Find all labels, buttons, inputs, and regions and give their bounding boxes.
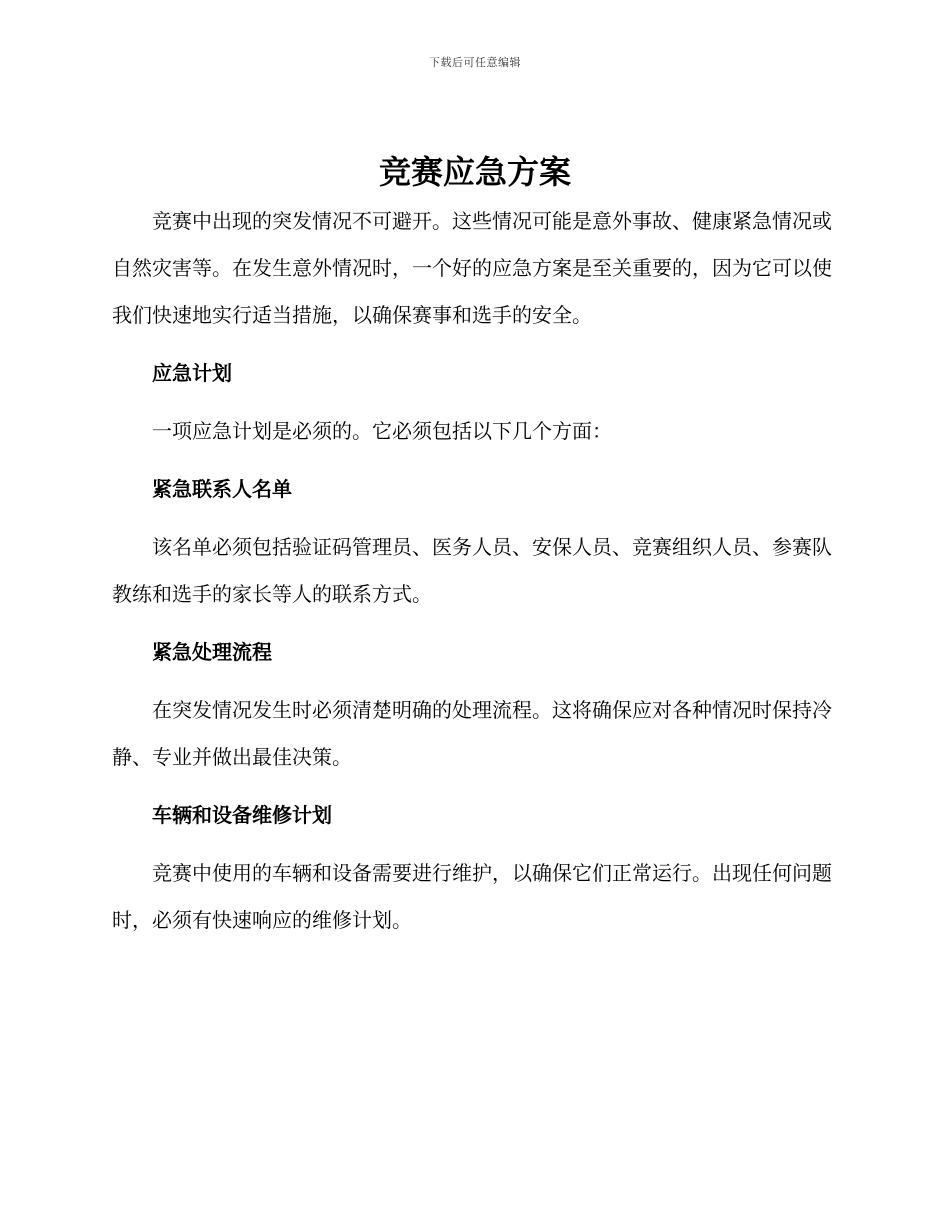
spacer (112, 839, 832, 850)
section-text-emergency-plan: 一项应急计划是必须的。它必须包括以下几个方面： (152, 419, 612, 443)
section-text-maintenance-plan: 竞赛中使用的车辆和设备需要进行维护，以确保它们正常运行。出现任何问题时，必须有快速响应的维修计划。 (112, 861, 832, 932)
section-heading-handling-process: 紧急处理流程 (152, 640, 272, 664)
section-heading-contact-list: 紧急联系人名单 (152, 477, 292, 501)
section-heading-emergency-plan: 应急计划 (152, 361, 232, 385)
spacer (112, 676, 832, 687)
section-heading-maintenance-plan: 车辆和设备维修计划 (152, 803, 332, 827)
spacer (112, 513, 832, 524)
document-title: 竞赛应急方案 (378, 153, 571, 191)
section-text-contact-list: 该名单必须包括验证码管理员、医务人员、安保人员、竞赛组织人员、参赛队教练和选手的家长等人的联系方式。 (112, 535, 832, 606)
intro-paragraph: 竞赛中出现的突发情况不可避开。这些情况可能是意外事故、健康紧急情况或自然灾害等。在发生意外情况时，一个好的应急方案是至关重要的，因为它可以使我们快速地实行适当措施，以确保赛事和选手的安全。 (112, 209, 832, 327)
spacer (112, 781, 832, 792)
spacer (112, 397, 832, 408)
spacer (112, 455, 832, 466)
section-text-handling-process: 在突发情况发生时必须清楚明确的处理流程。这将确保应对各种情况时保持冷静、专业并做出最佳决策。 (112, 698, 832, 769)
page-header-note: 下载后可任意编辑 (429, 56, 521, 69)
spacer (112, 618, 832, 629)
spacer (112, 339, 832, 350)
document-body (112, 198, 832, 944)
